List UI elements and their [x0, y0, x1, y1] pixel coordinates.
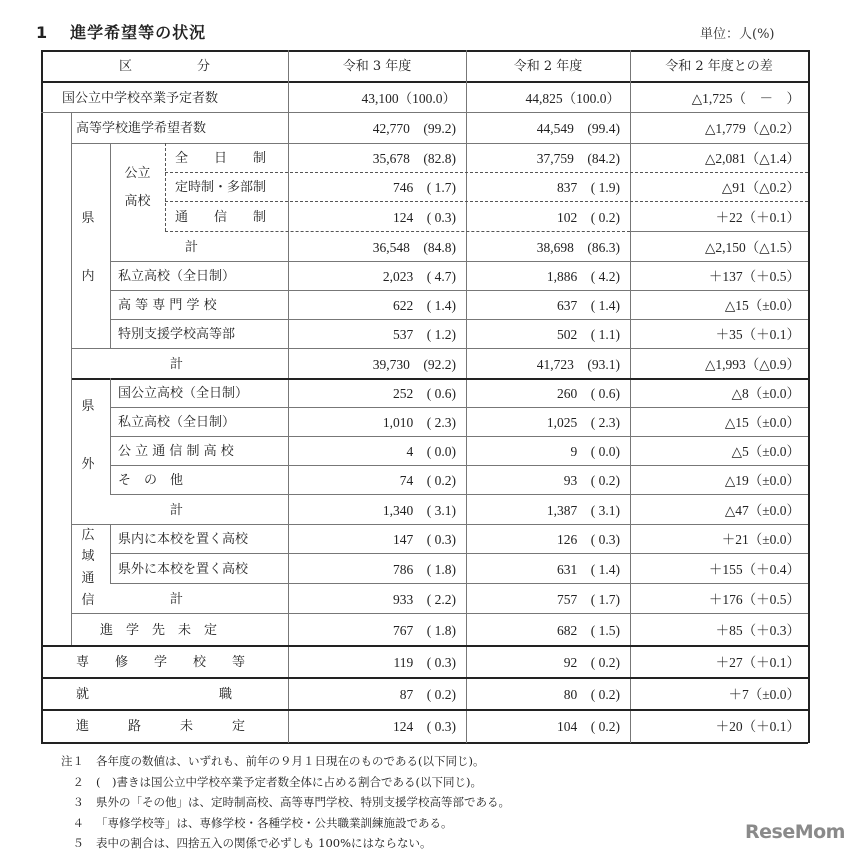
value-r2: 9 ( 0.0)	[570, 444, 620, 459]
value-r3: 537 ( 1.2)	[393, 327, 456, 342]
row-label: 私立高校（全日制）	[118, 269, 236, 284]
grid-line	[165, 231, 630, 232]
value-r3: 124 ( 0.3)	[393, 210, 456, 225]
value-r3: 119 ( 0.3)	[393, 655, 456, 670]
grid-line	[165, 172, 808, 173]
note-1: 注１ 各年度の数値は、いずれも、前年の９月１日現在のものである(以下同じ)。	[61, 754, 485, 768]
grid-line	[110, 465, 808, 466]
value-diff: △91（△0.2）	[721, 180, 800, 195]
note-5: ５ 表中の割合は、四捨五入の関係で必ずしも 100%にはならない。	[72, 836, 432, 850]
value-r3: 786 ( 1.8)	[393, 562, 456, 577]
value-r3: 39,730 (92.2)	[372, 357, 456, 372]
value-r3: 36,548 (84.8)	[372, 240, 456, 255]
row-label: 通 信 制	[175, 210, 267, 225]
value-r3: 124 ( 0.3)	[393, 719, 456, 734]
grid-line	[71, 524, 808, 525]
group-kengai: 外	[81, 457, 95, 472]
grid-line	[110, 524, 111, 583]
value-r3: 35,678 (82.8)	[372, 151, 456, 166]
value-r3: 4 ( 0.0)	[406, 444, 456, 459]
value-r2: 1,025 ( 2.3)	[546, 415, 620, 430]
row-label: 進 路 未 定	[76, 719, 246, 734]
grid-line	[71, 613, 808, 614]
grid-line	[110, 378, 111, 494]
value-diff: △47（±0.0）	[724, 503, 800, 518]
group-kennai: 県	[81, 211, 95, 226]
value-r2: 41,723 (93.1)	[536, 357, 620, 372]
value-diff: ＋7（±0.0）	[728, 687, 800, 702]
value-diff: ＋137（＋0.5）	[708, 269, 800, 284]
value-r2: 260 ( 0.6)	[557, 386, 620, 401]
group-public-hs: 公立	[124, 166, 151, 181]
grid-line	[466, 50, 467, 743]
unit-label: 単位：人(%)	[700, 27, 775, 42]
row-label: 定時制・多部制	[175, 180, 267, 195]
grid-line	[165, 143, 166, 231]
group-public-hs: 高校	[124, 194, 151, 209]
value-r2: 38,698 (86.3)	[536, 240, 620, 255]
row-label: 高等学校進学希望者数	[76, 121, 207, 136]
value-diff: △5（±0.0）	[731, 444, 800, 459]
value-r3: 2,023 ( 4.7)	[382, 269, 456, 284]
value-r3: 933 ( 2.2)	[393, 592, 456, 607]
notes	[58, 751, 510, 854]
grid-line	[110, 290, 808, 291]
grid-line	[41, 81, 808, 83]
grid-line	[41, 677, 808, 679]
row-label: 計	[170, 503, 184, 518]
group-koiki: 通	[81, 571, 95, 586]
header-diff: 令和 2 年度との差	[665, 59, 773, 74]
value-r2: 757 ( 1.7)	[557, 592, 620, 607]
grid-line	[808, 50, 810, 743]
value-r2: 104 ( 0.2)	[557, 719, 620, 734]
row-label: 私立高校（全日制）	[118, 415, 236, 430]
value-r2: 631 ( 1.4)	[557, 562, 620, 577]
value-r3: 1,340 ( 3.1)	[382, 503, 456, 518]
grid-line	[71, 348, 808, 349]
value-diff: ＋176（＋0.5）	[708, 592, 800, 607]
note-4: ４ 「専修学校等」は、専修学校・各種学校・公共職業訓練施設である。	[72, 815, 453, 830]
grid-line	[71, 378, 808, 380]
value-r3: 622 ( 1.4)	[393, 298, 456, 313]
value-r2: 44,549 (99.4)	[536, 121, 620, 136]
value-r3: 252 ( 0.6)	[393, 386, 456, 401]
row-label: 高 等 専 門 学 校	[118, 298, 217, 313]
value-r2: 102 ( 0.2)	[557, 210, 620, 225]
section-number: 1	[36, 23, 49, 42]
value-diff: ＋22（＋0.1）	[715, 210, 800, 225]
grid-line	[630, 50, 631, 743]
value-r2: 502 ( 1.1)	[557, 327, 620, 342]
value-diff: ＋20（＋0.1）	[715, 719, 800, 734]
value-r2: 80 ( 0.2)	[563, 687, 620, 702]
value-diff: △1,725（ － ）	[691, 91, 800, 106]
group-kengai: 県	[81, 399, 95, 414]
value-r2: 126 ( 0.3)	[557, 532, 620, 547]
row-label: 就 職	[76, 687, 233, 702]
group-kennai: 内	[81, 269, 95, 284]
group-koiki: 信	[81, 593, 95, 608]
value-r3: 767 ( 1.8)	[393, 623, 456, 638]
value-r2: 92 ( 0.2)	[563, 655, 620, 670]
value-diff: ＋155（＋0.4）	[708, 562, 800, 577]
value-r3: 746 ( 1.7)	[393, 180, 456, 195]
value-diff: △19（±0.0）	[724, 473, 800, 488]
value-diff: △2,081（△1.4）	[704, 151, 800, 166]
value-diff: △1,993（△0.9）	[704, 357, 800, 372]
value-diff: ＋35（＋0.1）	[715, 327, 800, 342]
value-r2: 1,886 ( 4.2)	[546, 269, 620, 284]
value-r3: 42,770 (99.2)	[372, 121, 456, 136]
grid-line	[110, 583, 808, 584]
row-label: 計	[185, 240, 199, 255]
header-r2: 令和 2 年度	[513, 59, 583, 74]
grid-line	[110, 494, 808, 495]
grid-line	[110, 407, 808, 408]
group-koiki: 域	[81, 549, 95, 564]
row-label: 専 修 学 校 等	[76, 655, 246, 670]
grid-line	[110, 319, 808, 320]
value-r2: 37,759 (84.2)	[536, 151, 620, 166]
value-r2: 837 ( 1.9)	[557, 180, 620, 195]
grid-line	[41, 50, 808, 52]
value-r3: 74 ( 0.2)	[399, 473, 456, 488]
row-label: 特別支援学校高等部	[118, 327, 236, 342]
row-label: 県内に本校を置く高校	[118, 532, 249, 547]
note-2: ２ ( )書きは国公立中学校卒業予定者数全体に占める割合である(以下同じ)。	[72, 774, 482, 789]
value-r2: 1,387 ( 3.1)	[546, 503, 620, 518]
value-r2: 637 ( 1.4)	[557, 298, 620, 313]
grid-line	[165, 201, 808, 202]
grid-line	[41, 50, 43, 743]
row-label: 国公立中学校卒業予定者数	[62, 91, 219, 106]
grid-line	[71, 143, 808, 144]
value-r3: 87 ( 0.2)	[399, 687, 456, 702]
value-r2: 682 ( 1.5)	[557, 623, 620, 638]
row-label: 計	[170, 592, 184, 607]
grid-line	[110, 261, 808, 262]
row-label: 公 立 通 信 制 高 校	[118, 444, 234, 459]
row-label: 計	[170, 357, 184, 372]
section-title-text: 進学希望等の状況	[70, 23, 207, 42]
grid-line	[110, 436, 808, 437]
header-r3: 令和 3 年度	[342, 59, 412, 74]
row-label: 県外に本校を置く高校	[118, 562, 249, 577]
value-diff: △8（±0.0）	[731, 386, 800, 401]
value-r3: 1,010 ( 2.3)	[382, 415, 456, 430]
value-diff: ＋21（±0.0）	[721, 532, 800, 547]
value-diff: △1,779（△0.2）	[704, 121, 800, 136]
value-diff: △15（±0.0）	[724, 415, 800, 430]
grid-line	[110, 143, 111, 348]
value-diff: △15（±0.0）	[724, 298, 800, 313]
value-diff: △2,150（△1.5）	[704, 240, 800, 255]
section-title	[36, 20, 206, 43]
grid-line	[110, 553, 808, 554]
resemom-logo: ReseMom	[745, 821, 845, 843]
value-r2: 44,825（100.0）	[525, 91, 620, 106]
grid-line	[71, 112, 72, 645]
value-r2: 93 ( 0.2)	[563, 473, 620, 488]
grid-line	[41, 709, 808, 711]
row-label: 国公立高校（全日制）	[118, 386, 249, 401]
grid-line	[41, 645, 808, 647]
grid-line	[630, 231, 808, 232]
grid-line	[288, 50, 289, 743]
value-diff: ＋27（＋0.1）	[715, 655, 800, 670]
value-r3: 147 ( 0.3)	[393, 532, 456, 547]
row-label: 全 日 制	[175, 151, 267, 166]
group-koiki: 広	[81, 528, 95, 543]
row-label: 進 学 先 未 定	[100, 623, 218, 638]
header-category: 区 分	[118, 59, 210, 74]
value-diff: ＋85（＋0.3）	[715, 623, 800, 638]
grid-line	[41, 742, 808, 744]
note-3: ３ 県外の「その他」は、定時制高校、高等専門学校、特別支援学校高等部である。	[72, 795, 510, 809]
value-r3: 43,100（100.0）	[361, 91, 456, 106]
grid-line	[41, 112, 808, 113]
row-label: そ の 他	[118, 473, 184, 488]
